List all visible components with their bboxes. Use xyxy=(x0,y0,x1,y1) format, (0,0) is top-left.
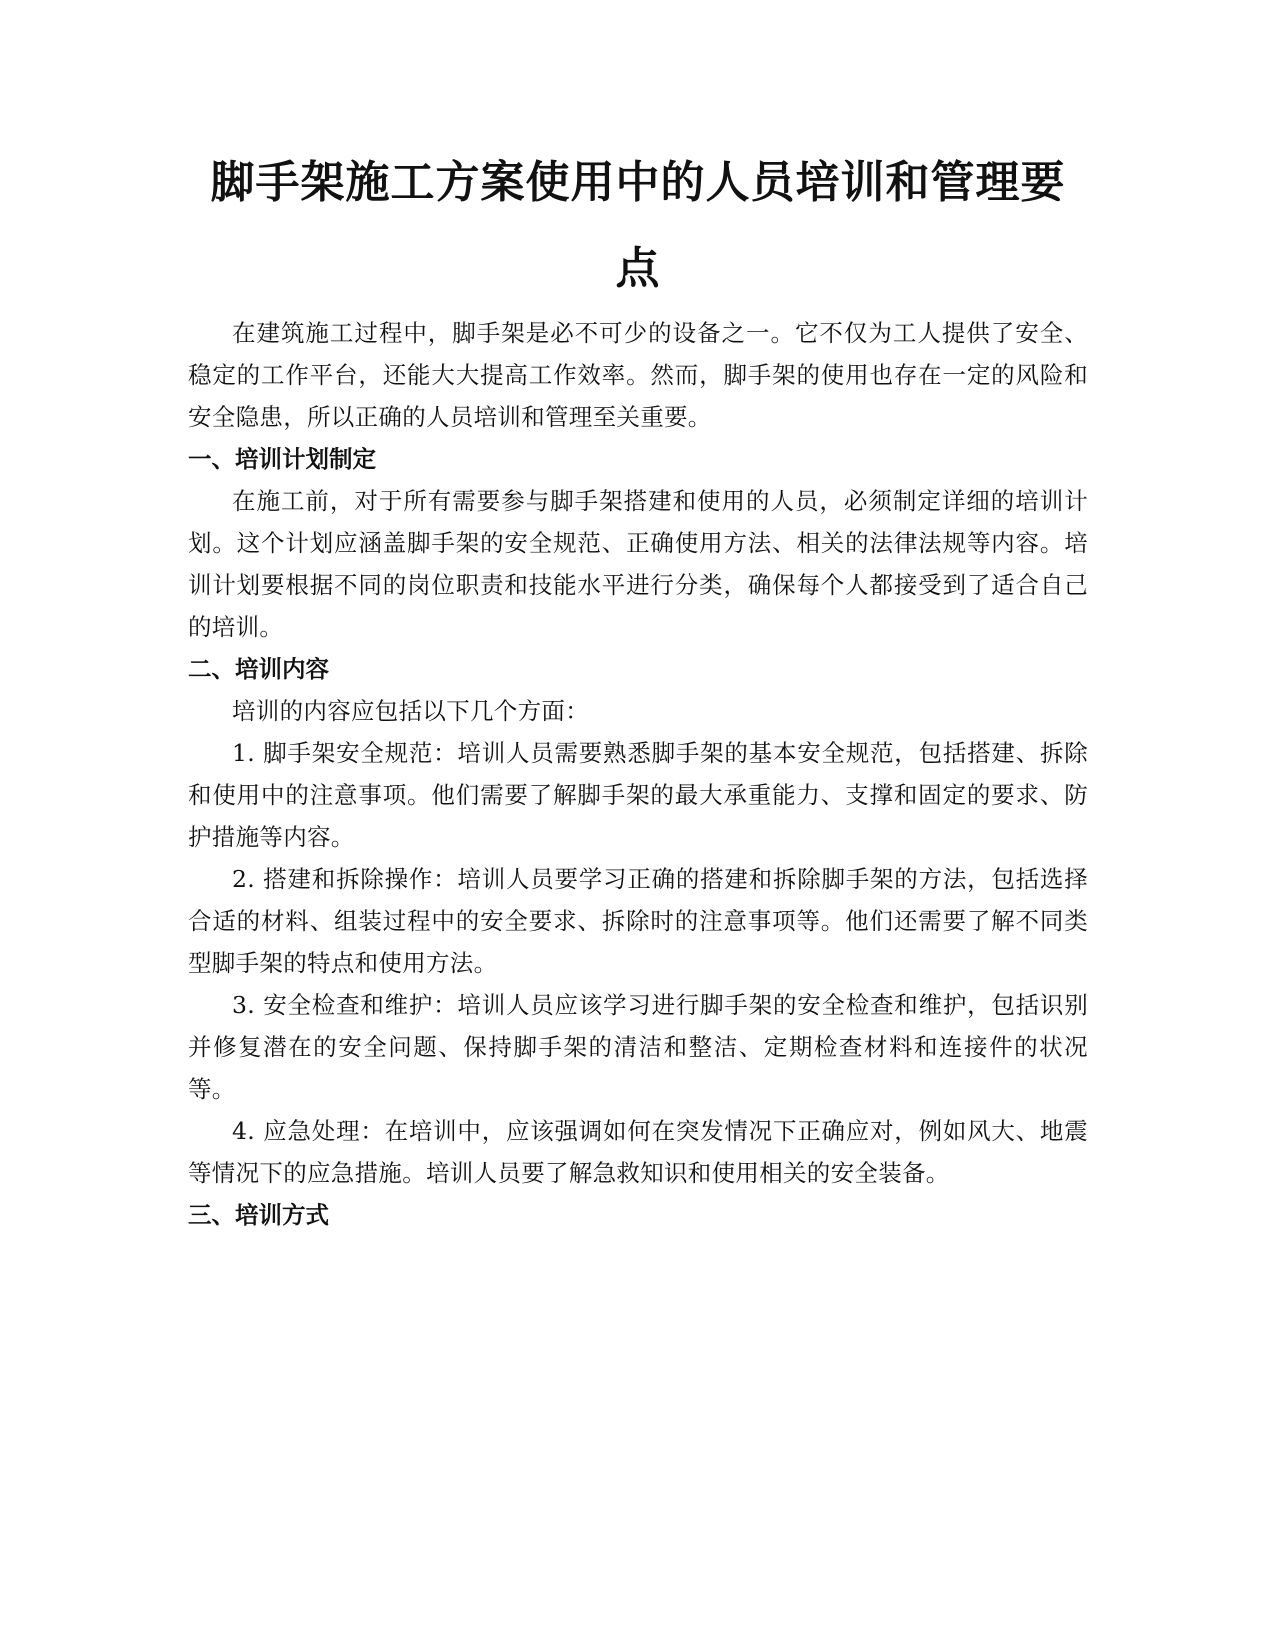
section-heading-3: 三、培训方式 xyxy=(188,1201,329,1229)
title-line-1: 脚手架施工方案使用中的人员培训和管理要 xyxy=(210,157,1066,208)
section-heading-1: 一、培训计划制定 xyxy=(188,445,376,473)
intro-paragraph: 在建筑施工过程中，脚手架是必不可少的设备之一。它不仅为工人提供了安全、稳定的工作平台，还能大大提高工作效率。然而，脚手架的使用也存在一定的风险和安全隐患，所以正确的人员培训和管理至关重要。 xyxy=(188,319,1088,431)
section-2-list-item-3: 3. 安全检查和维护：培训人员应该学习进行脚手架的安全检查和维护，包括识别并修复潜在的安全问题、保持脚手架的清洁和整洁、定期检查材料和连接件的状况等。 xyxy=(188,991,1088,1103)
document-title xyxy=(188,140,1088,312)
title-line-2: 点 xyxy=(615,243,661,294)
section-2-list-item-4: 4. 应急处理：在培训中，应该强调如何在突发情况下正确应对，例如风大、地震等情况下的应急措施。培训人员要了解急救知识和使用相关的安全装备。 xyxy=(188,1117,1088,1187)
section-2-paragraph-1: 培训的内容应包括以下几个方面： xyxy=(232,697,589,725)
section-heading-2: 二、培训内容 xyxy=(188,655,329,683)
document-page xyxy=(188,140,1088,1236)
section-2-list-item-1: 1. 脚手架安全规范：培训人员需要熟悉脚手架的基本安全规范，包括搭建、拆除和使用中的注意事项。他们需要了解脚手架的最大承重能力、支撑和固定的要求、防护措施等内容。 xyxy=(188,739,1088,851)
section-1-paragraph-1: 在施工前，对于所有需要参与脚手架搭建和使用的人员，必须制定详细的培训计划。这个计划应涵盖脚手架的安全规范、正确使用方法、相关的法律法规等内容。培训计划要根据不同的岗位职责和技能水平进行分类，确保每个人都接受到了适合自己的培训。 xyxy=(188,487,1088,641)
section-2-list-item-2: 2. 搭建和拆除操作：培训人员要学习正确的搭建和拆除脚手架的方法，包括选择合适的材料、组装过程中的安全要求、拆除时的注意事项等。他们还需要了解不同类型脚手架的特点和使用方法。 xyxy=(188,865,1088,977)
